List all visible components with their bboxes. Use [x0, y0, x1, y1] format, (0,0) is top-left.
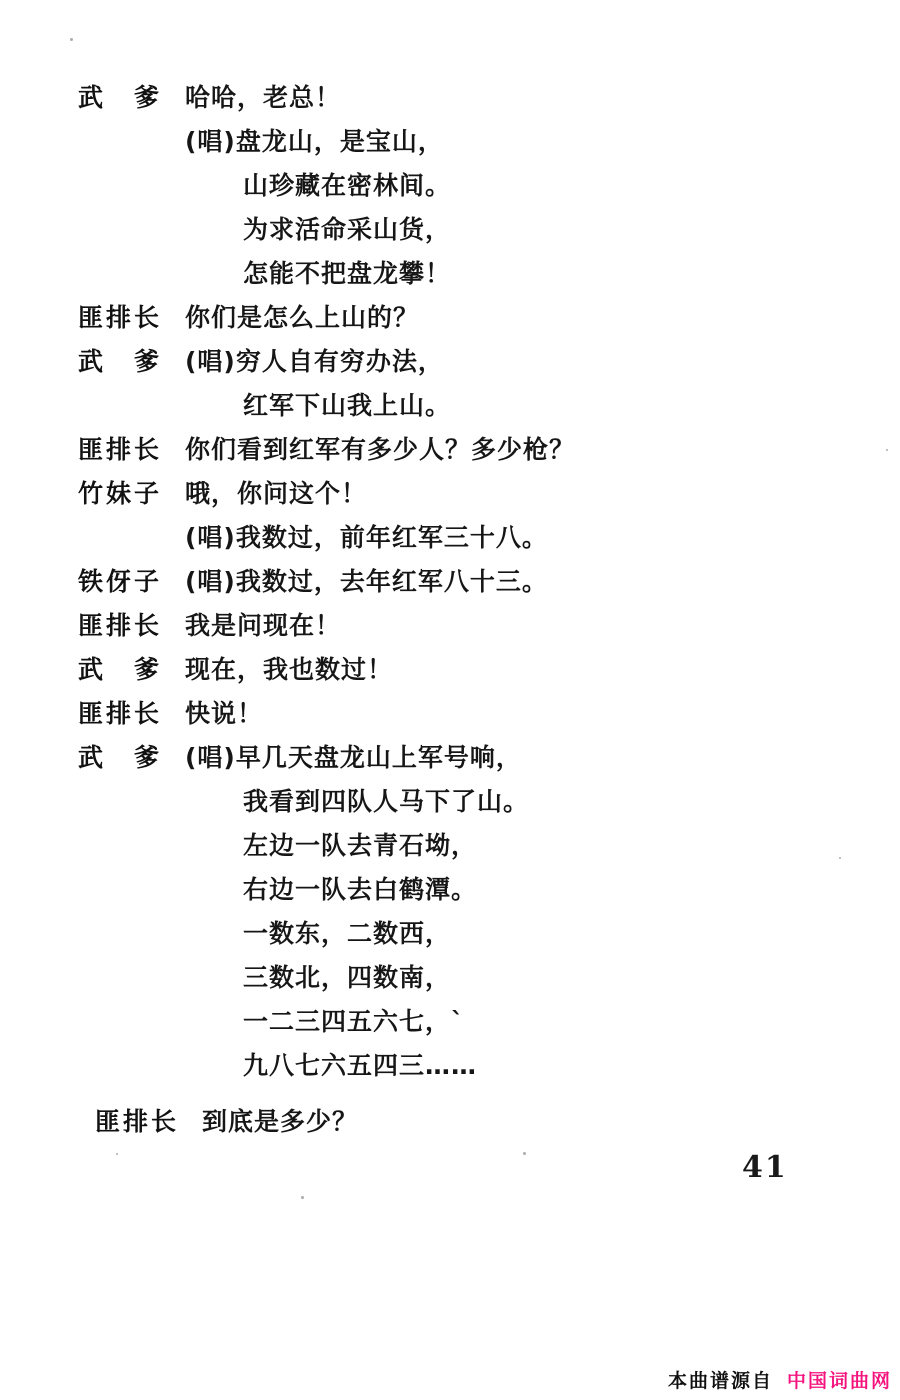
script-line: [78, 568, 878, 612]
script-line: [78, 1052, 878, 1096]
scan-speckle: [70, 38, 73, 41]
speaker-label: 武 爹: [78, 655, 163, 684]
lyric-text: (唱)早几天盘龙山上军号响，: [185, 743, 522, 772]
source-watermark: [668, 1366, 892, 1393]
script-line: [78, 260, 878, 304]
script-line: [78, 876, 878, 920]
script-line: [78, 480, 878, 524]
lyric-text: (唱)穷人自有穷办法，: [185, 347, 444, 376]
lyric-text: 右边一队去白鹤潭。: [243, 875, 478, 904]
dialogue-text: 现在，我也数过！: [185, 655, 394, 684]
script-line: [78, 84, 878, 128]
scan-speckle: [839, 857, 841, 859]
lyric-text: 我看到四队人马下了山。: [243, 787, 530, 816]
dialogue-text: 哈哈，老总！: [185, 83, 342, 112]
script-line: [78, 304, 878, 348]
speaker-label: 匪排长: [78, 303, 163, 332]
dialogue-text: 哦，你问这个！: [185, 479, 368, 508]
lyric-text: (唱)盘龙山，是宝山，: [185, 127, 444, 156]
speaker-label: 匪排长: [78, 435, 163, 464]
lyric-text: 九八七六五四三……: [243, 1051, 478, 1080]
lyric-text: 三数北，四数南，: [243, 963, 452, 992]
source-brand-text: 中国词曲网: [786, 1370, 892, 1392]
dialogue-text: 到底是多少？: [202, 1107, 359, 1136]
speaker-label: 武 爹: [78, 743, 163, 772]
lyric-text: 左边一队去青石坳，: [243, 831, 478, 860]
speaker-label: 匪排长: [95, 1107, 180, 1136]
script-line: [78, 436, 878, 480]
speaker-label: 竹妹子: [78, 479, 163, 508]
script-line: [95, 1108, 878, 1152]
lyric-text: 怎能不把盘龙攀！: [243, 259, 452, 288]
speaker-label: 匪排长: [78, 699, 163, 728]
speaker-label: 匪排长: [78, 611, 163, 640]
speaker-label: 武 爹: [78, 347, 163, 376]
lyric-text: 为求活命采山货，: [243, 215, 452, 244]
script-line: [78, 216, 878, 260]
scan-speckle: [523, 1152, 526, 1155]
source-prefix-text: 本曲谱源自: [667, 1370, 773, 1392]
dialogue-block: [78, 84, 878, 1152]
lyric-text: (唱)我数过，前年红军三十八。: [185, 523, 548, 552]
lyric-text: 山珍藏在密林间。: [243, 171, 452, 200]
script-line: [78, 832, 878, 876]
scan-speckle: [301, 1196, 304, 1199]
script-line: [78, 524, 878, 568]
script-line: [78, 964, 878, 1008]
script-line: [78, 128, 878, 172]
script-line: [78, 172, 878, 216]
speaker-label: 武 爹: [78, 83, 163, 112]
speaker-label: 铁伢子: [78, 567, 163, 596]
script-line: [78, 700, 878, 744]
script-line: [78, 744, 878, 788]
lyric-text: (唱)我数过，去年红军八十三。: [185, 567, 548, 596]
script-line: [78, 788, 878, 832]
page-number: 41: [742, 1150, 788, 1185]
script-line: [78, 392, 878, 436]
lyric-text: 一二三四五六七，ˋ: [243, 1007, 465, 1036]
scan-speckle: [886, 449, 888, 451]
dialogue-text: 我是问现在！: [185, 611, 342, 640]
dialogue-text: 你们看到红军有多少人？多少枪？: [185, 435, 576, 464]
script-line: [78, 348, 878, 392]
lyric-text: 一数东，二数西，: [243, 919, 452, 948]
script-line: [78, 612, 878, 656]
lyric-text: 红军下山我上山。: [243, 391, 452, 420]
dialogue-text: 快说！: [185, 699, 264, 728]
script-line: [78, 920, 878, 964]
scan-speckle: [116, 1153, 118, 1155]
script-line: [78, 1008, 878, 1052]
script-line: [78, 656, 878, 700]
dialogue-text: 你们是怎么上山的？: [185, 303, 420, 332]
